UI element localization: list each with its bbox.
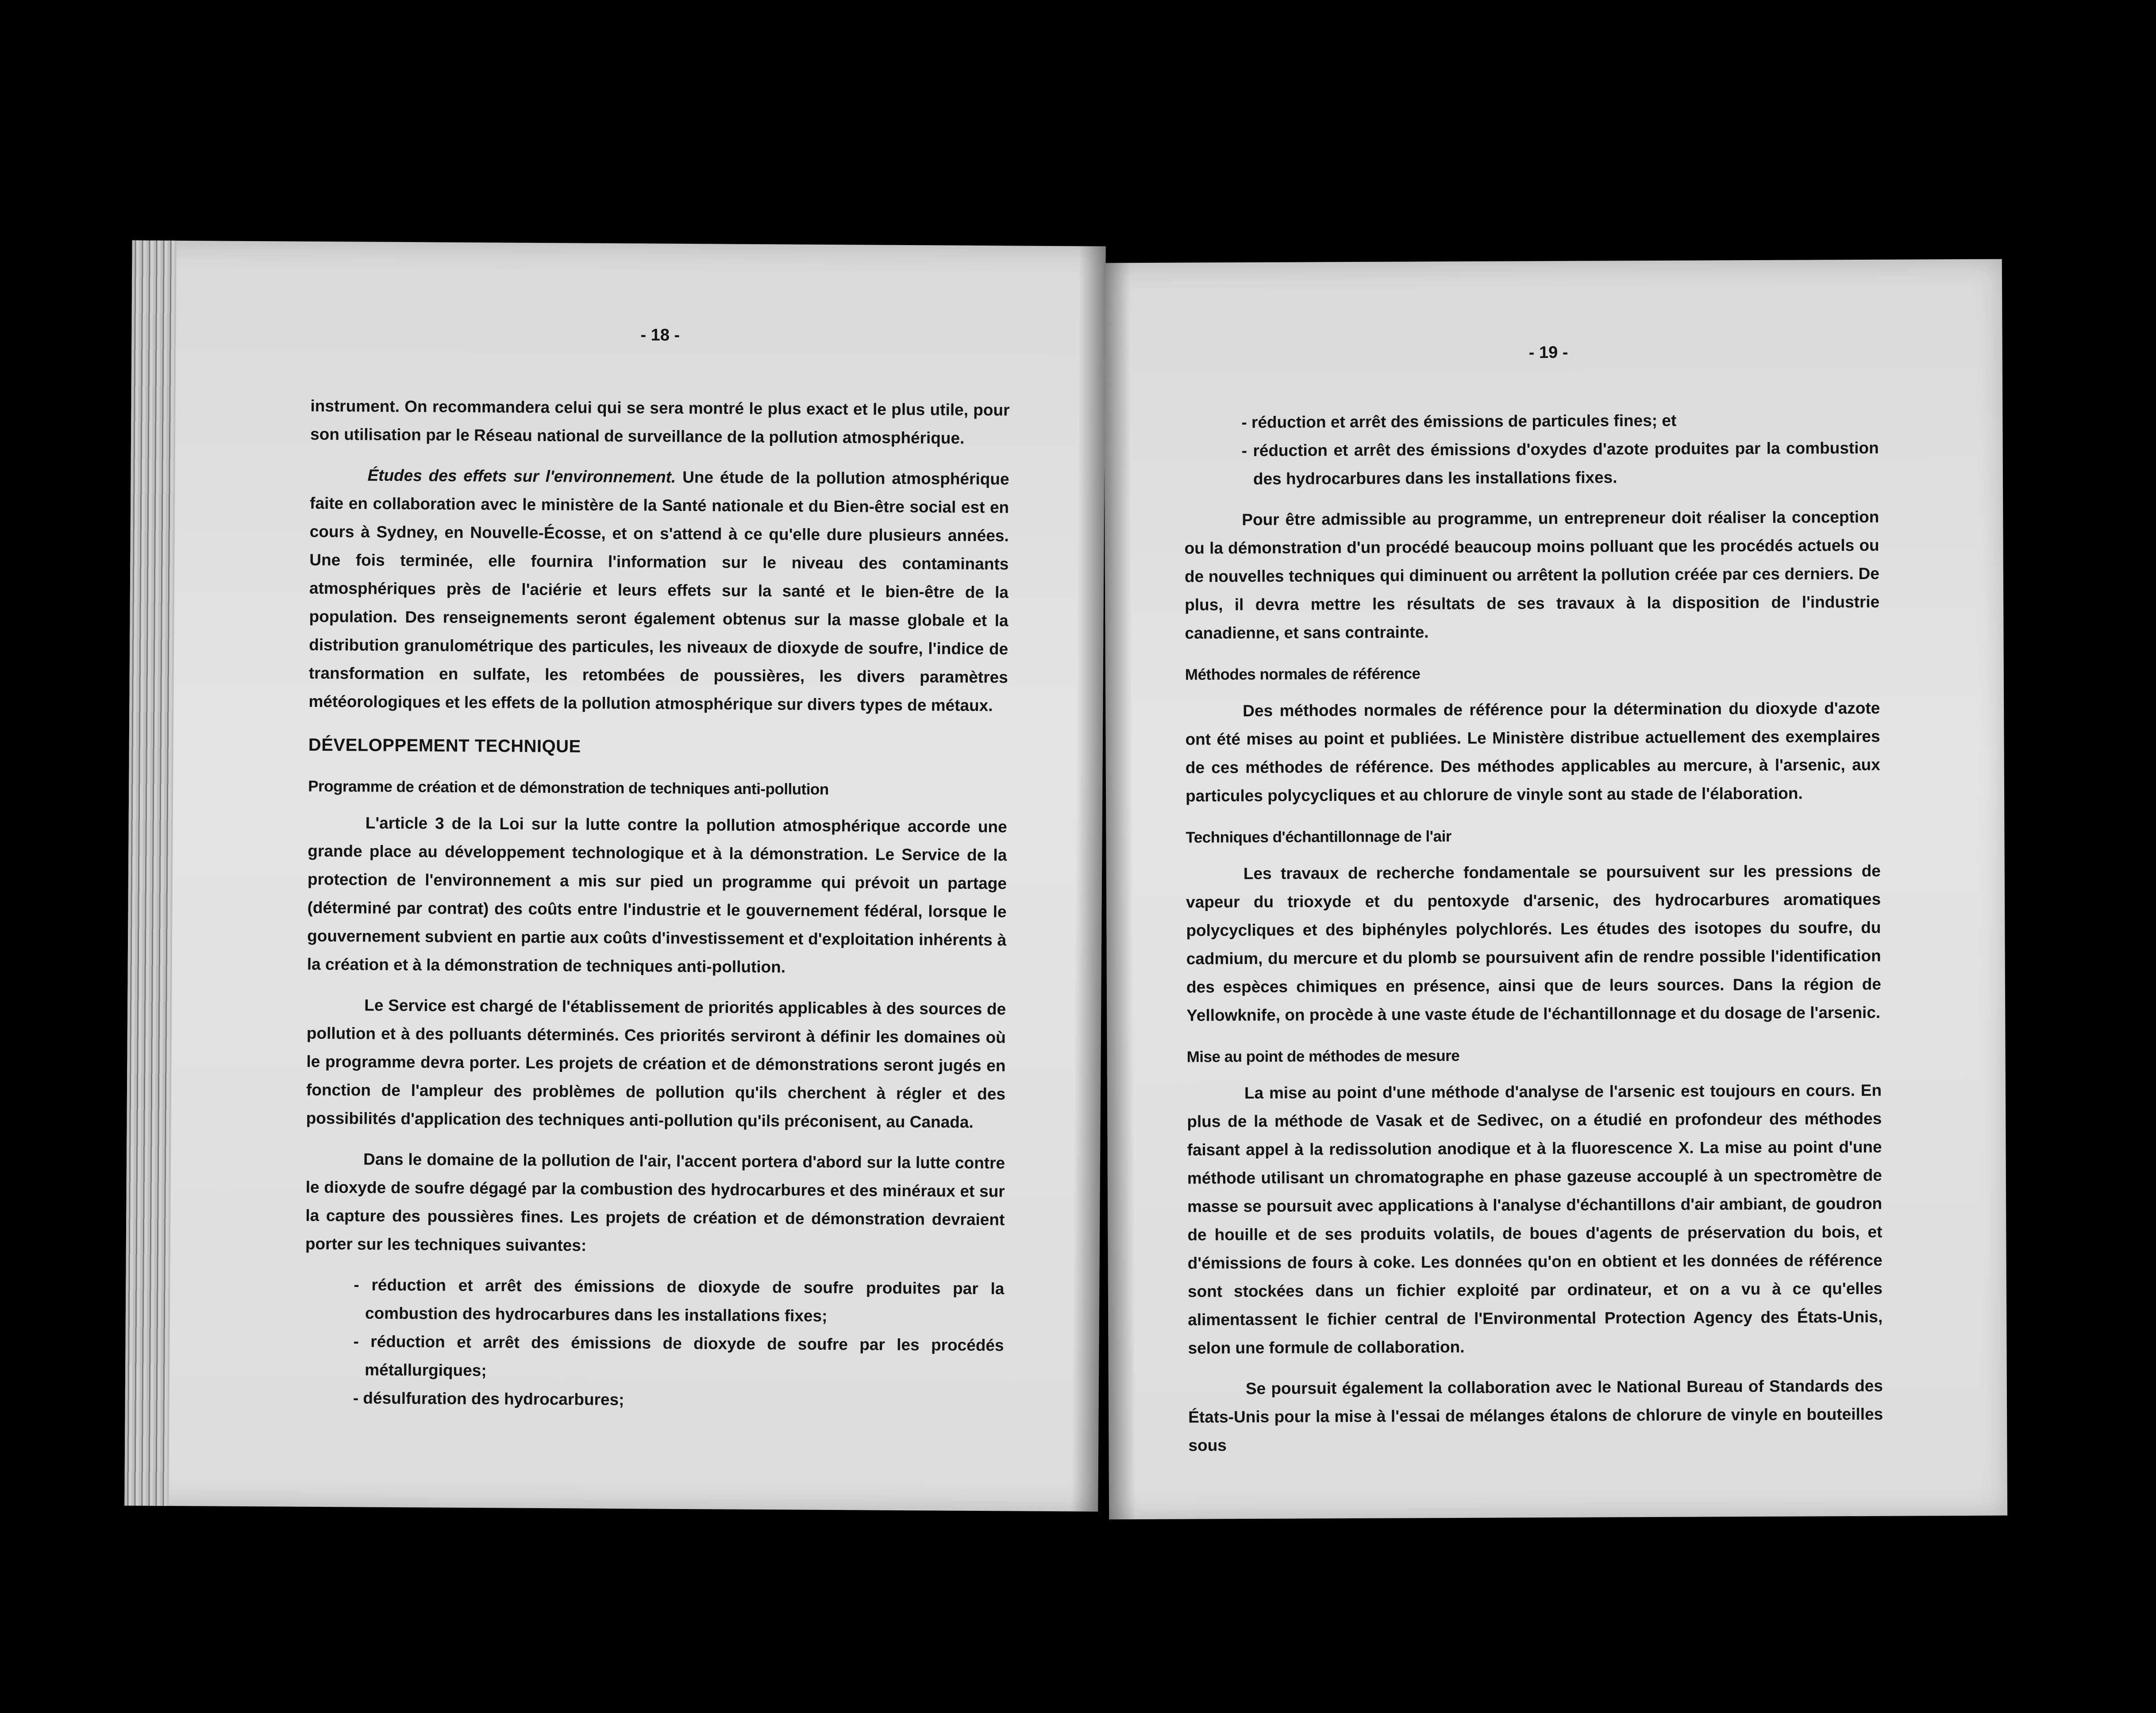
paragraph-lead: Études des effets sur l'environnement.	[367, 466, 676, 486]
subsection-heading: Méthodes normales de référence	[1185, 665, 1421, 684]
right-page-body	[1184, 406, 1883, 1472]
subsection-heading: Techniques d'échantillonnage de l'air	[1186, 828, 1451, 846]
paragraph: L'article 3 de la Loi sur la lutte contre la pollution atmosphérique accorde une grande place au développement technologique et à la démonstration. Le Service de la protection de l'environnement a mis sur pied un programme qui prévoit un partage (déterminé par contrat) des coûts entre l'industrie et le gouvernement fédéral, lorsque le gouvernement subvient en partie aux coûts d'investissement et d'exploitation inhérents à la création et à la démonstration de techniques anti-pollution.	[307, 814, 1007, 976]
left-page	[124, 240, 1105, 1511]
list-item: - réduction et arrêt des émissions d'oxydes d'azote produites par la combustion des hydrocarbures dans les installations fixes.	[1241, 438, 1879, 488]
section-heading: DÉVELOPPEMENT TECHNIQUE	[308, 735, 581, 757]
subsection-heading: Programme de création et de démonstration de techniques anti-pollution	[308, 777, 829, 798]
paragraph: instrument. On recommandera celui qui se sera montré le plus exact et le plus utile, pour son utilisation par le Réseau national de surveillance de la pollution atmosphérique.	[310, 396, 1010, 447]
paragraph	[308, 461, 1009, 720]
subsection-heading: Mise au point de méthodes de mesure	[1186, 1047, 1460, 1066]
paragraph-body: Une étude de la pollution atmosphérique faite en collaboration avec le ministère de la Santé nationale et du Bien-être social est en cours à Sydney, en Nouvelle-Écosse, et on s'attend à ce qu'elle dure plusieurs années. Une fois terminée, elle fournira l'information sur le niveau des contaminants atmosphériques près de l'aciérie et leurs effets sur la santé et le bien-être de la population. Des renseignements seront également obtenus sur la masse globale et la distribution granulométrique des particules, les niveaux de dioxyde de soufre, l'indice de transformation en sulfate, les retombées de poussières, les divers paramètres météorologiques et les effets de la pollution atmosphérique sur divers types de métaux.	[308, 468, 1009, 715]
paragraph: Des méthodes normales de référence pour la détermination du dioxyde d'azote ont été mises au point et publiées. Le Ministère distribue actuellement des exemplaires de ces méthodes de référence. Des méthodes applicables au mercure, à l'arsenic, aux particules polycycliques et au chlorure de vinyle sont au stade de l'élaboration.	[1185, 699, 1880, 805]
page-number: - 19 -	[1528, 343, 1568, 362]
paragraph: Les travaux de recherche fondamentale se poursuivent sur les pressions de vapeur du trioxyde et du pentoxyde d'arsenic, des hydrocarbures aromatiques polycycliques et des biphényles polychlorés. Les études des isotopes du soufre, du cadmium, du mercure et du plomb se poursuivent afin de rendre possible l'identification des espèces chimiques en présence, ainsi que de leurs sources. Dans la région de Yellowknife, on procède à une vaste étude de l'échantillonnage et du dosage de l'arsenic.	[1186, 861, 1882, 1025]
paragraph: Se poursuit également la collaboration avec le National Bureau of Standards des États-Unis pour la mise à l'essai de mélanges étalons de chlorure de vinyle en bouteilles sous	[1188, 1376, 1883, 1455]
list-item: - réduction et arrêt des émissions de dioxyde de soufre produites par la combustion des hydrocarbures dans les installations fixes;	[354, 1275, 1005, 1325]
paragraph: Dans le domaine de la pollution de l'air, l'accent portera d'abord sur la lutte contre le dioxyde de soufre dégagé par la combustion des hydrocarbures et des minéraux et sur la capture des poussières fines. Les projets de création et de démonstration devraient porter sur les techniques suivantes:	[305, 1150, 1005, 1255]
page-stack-edge	[124, 240, 176, 1506]
list-item: - désulfuration des hydrocarbures;	[353, 1389, 624, 1409]
list-item: - réduction et arrêt des émissions de dioxyde de soufre par les procédés métallurgiques;	[353, 1332, 1004, 1380]
bullet-list	[1184, 406, 1879, 494]
list-item: - réduction et arrêt des émissions de particules fines; et	[1241, 411, 1677, 432]
page-number: - 18 -	[640, 326, 680, 345]
paragraph: La mise au point d'une méthode d'analyse de l'arsenic est toujours en cours. En plus de la méthode de Vasak et de Sedivec, on a étudié en profondeur des méthodes faisant appel à la redissolution anodique et à la fluorescence X. La mise au point d'une méthode utilisant un chromatographe en phase gazeuse accouplé à un spectromètre de masse se poursuit avec applications à l'analyse d'échantillons d'air ambiant, de goudron de houille et de ses produits volatils, de boues d'agents de préservation du bois, et d'émissions de fours à coke. Les données qu'on en obtient et les données de référence sont stockées dans un fichier exploité par ordinateur, et on a vu à ce qu'elles alimentassent le fichier central de l'Environmental Protection Agency des États-Unis, selon une formule de collaboration.	[1187, 1081, 1883, 1357]
paragraph: Pour être admissible au programme, un entrepreneur doit réaliser la conception ou la démonstration d'un procédé beaucoup moins polluant que les procédés actuels ou de nouvelles techniques qui diminuent ou arrêtent la pollution créée par ces derniers. De plus, il devra mettre les résultats de ses travaux à la disposition de l'industrie canadienne, et sans contrainte.	[1184, 507, 1880, 642]
paragraph: Le Service est chargé de l'établissement de priorités applicables à des sources de pollution et à des polluants déterminés. Ces priorités serviront à définir les domaines où le programme devra porter. Les projets de création et de démonstrations seront jugés en fonction de l'ampleur des problèmes de pollution qu'ils cherchent à régler et des possibilités d'application des techniques anti-pollution qu'ils préconisent, au Canada.	[306, 996, 1006, 1131]
bullet-list	[304, 1271, 1005, 1417]
left-page-body	[304, 392, 1010, 1417]
gutter-shadow	[1071, 246, 1105, 1511]
right-page	[1104, 259, 2007, 1520]
gutter-shadow	[1104, 263, 1136, 1519]
